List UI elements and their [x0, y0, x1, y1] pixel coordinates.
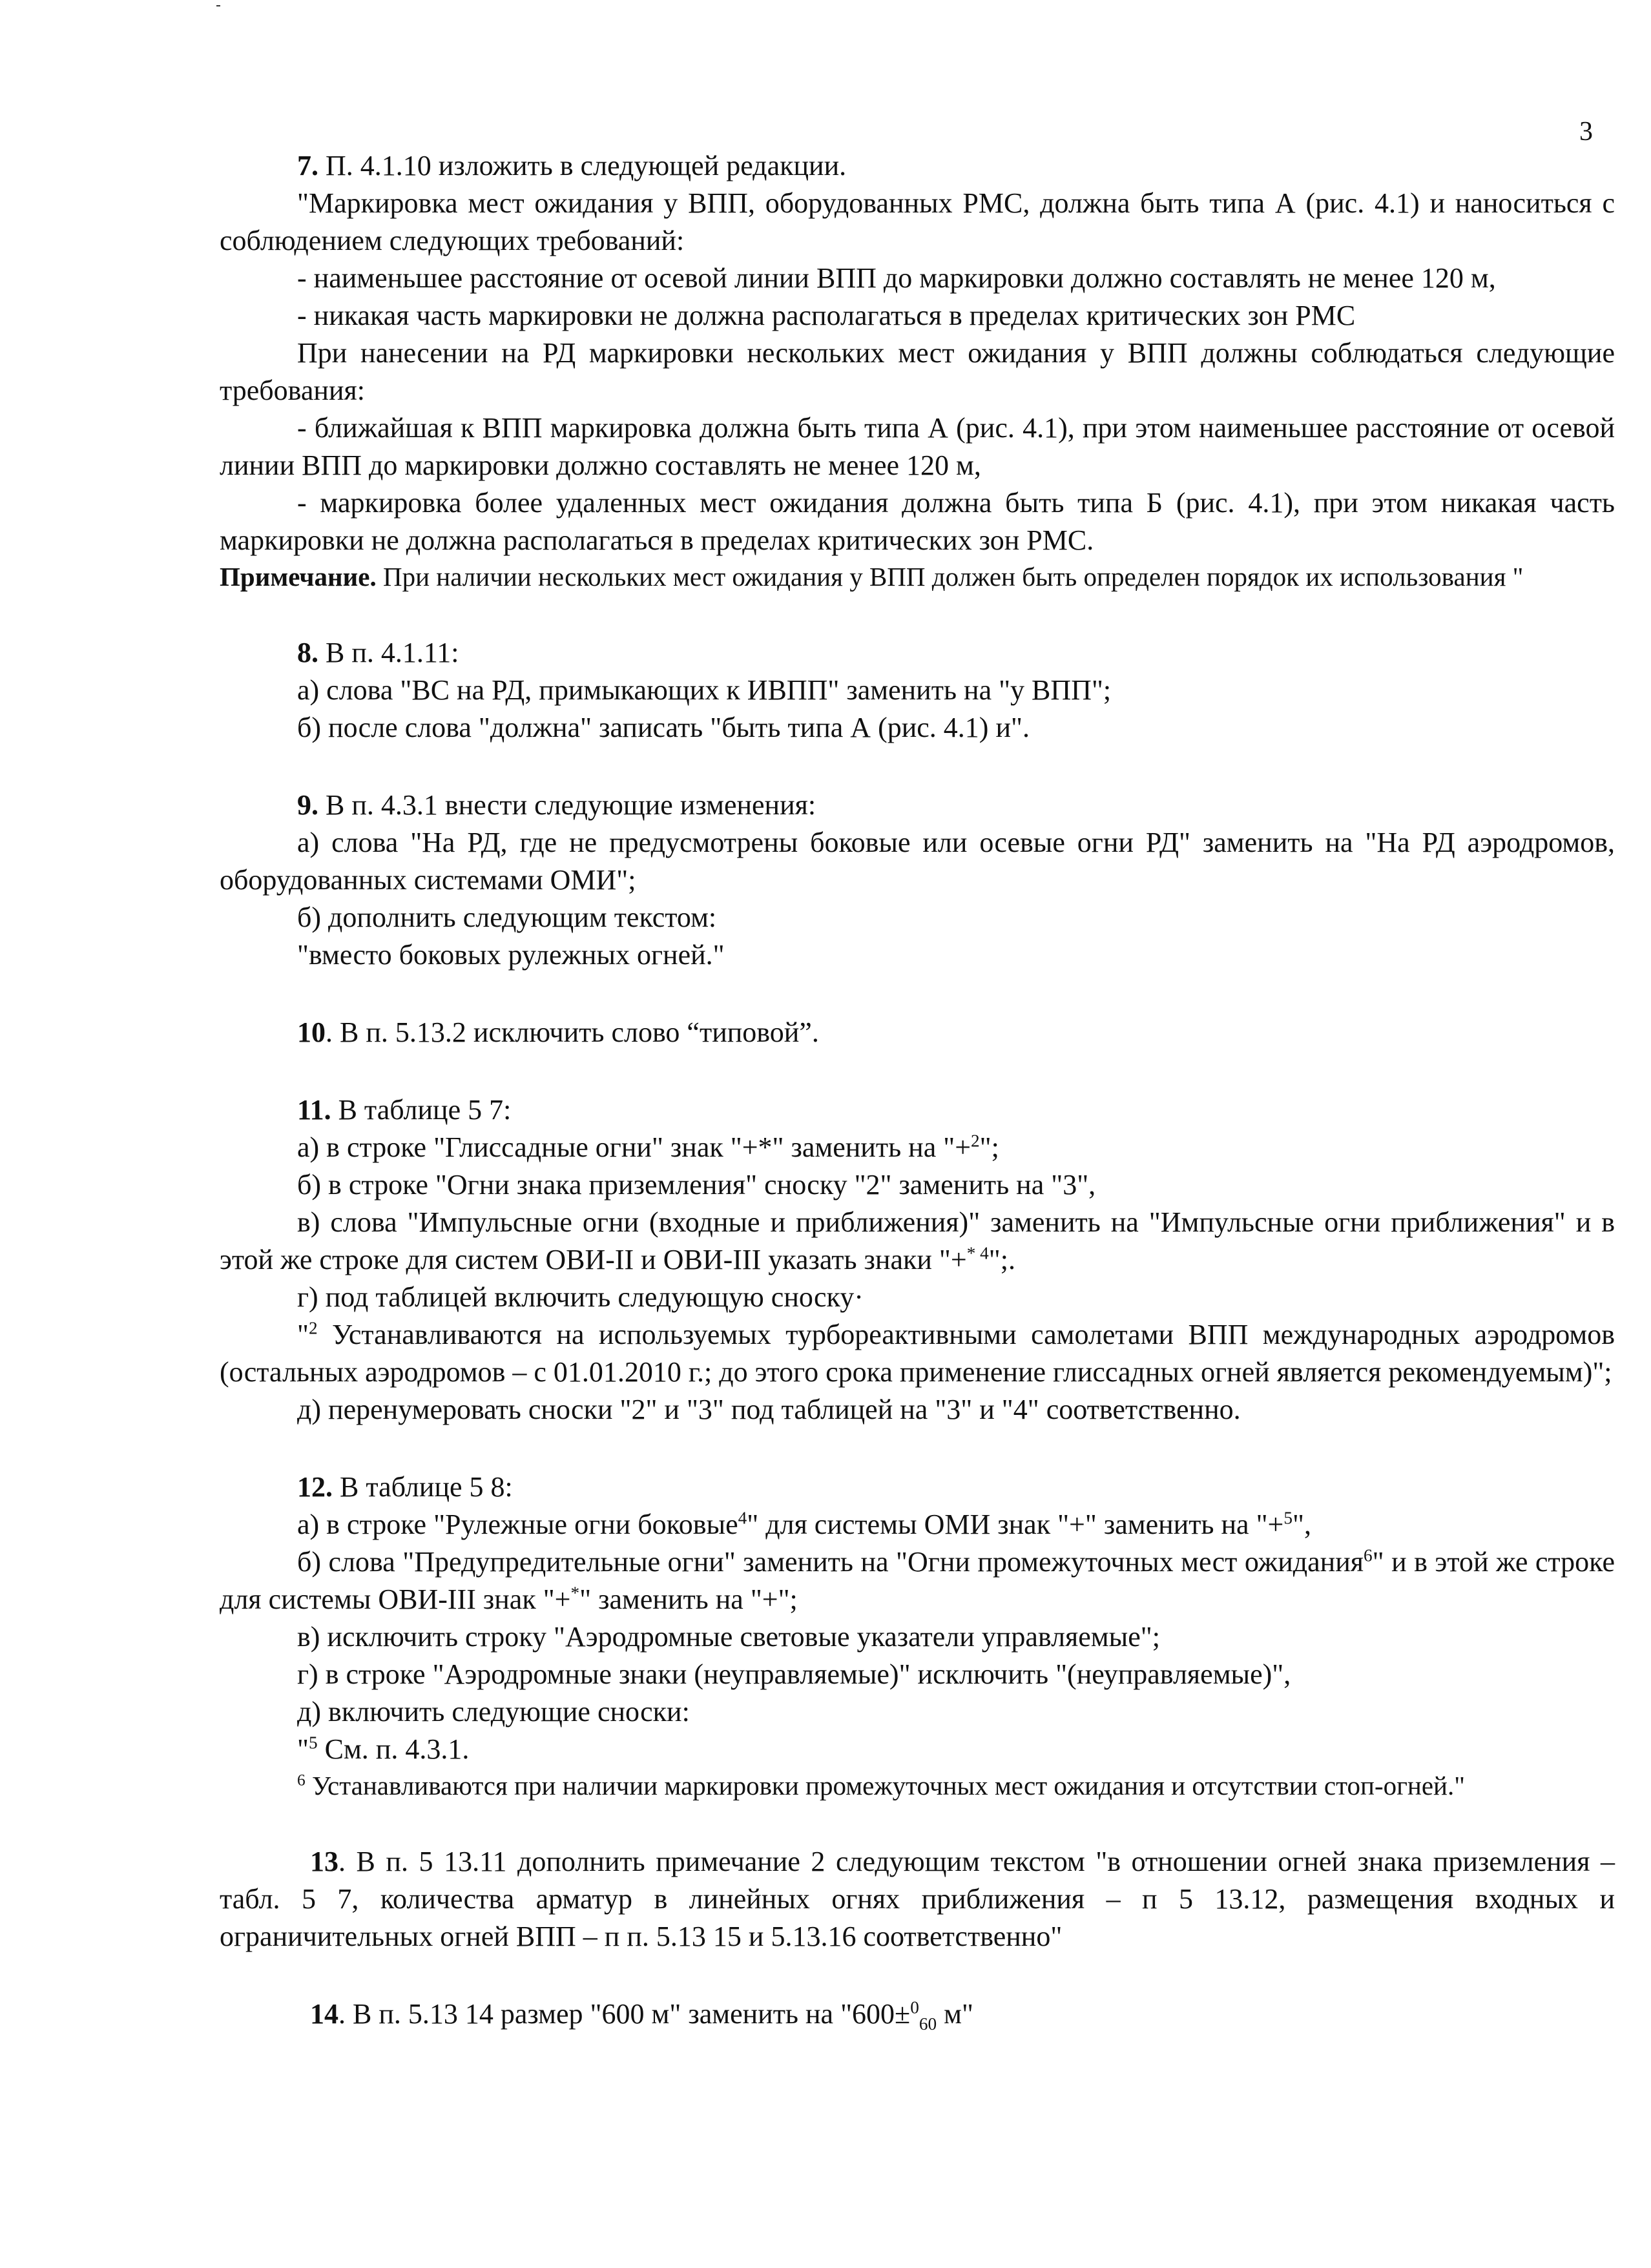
item-9-heading: 9. В п. 4.3.1 внести следующие изменения:	[297, 789, 816, 821]
item-7-heading: 7. П. 4.1.10 изложить в следующей редакции.	[297, 150, 847, 181]
item-11	[220, 1091, 1615, 1428]
item-9-sub-b: б) дополнить следующим текстом:	[297, 902, 717, 933]
spacer	[220, 1051, 1615, 1091]
item-7-paragraph: При нанесении на РД маркировки нескольких мест ожидания у ВПП должны соблюдаться следующие требования:	[220, 337, 1615, 406]
item-7-paragraph: - наименьшее расстояние от осевой линии ВПП до маркировки должно составлять не менее 120 м,	[297, 262, 1496, 294]
item-8-sub-a: а) слова "ВС на РД, примыкающих к ИВПП" заменить на "у ВПП";	[297, 674, 1112, 706]
item-11-sub-d: г) под таблицей включить следующую сноску·	[297, 1281, 864, 1313]
item-13-text: 13. В п. 5 13.11 дополнить примечание 2 следующим текстом "в отношении огней знака приземления – табл. 5 7, количества арматур в линейных огнях приближения – п 5 13.12, размещения входных и ограничительных огней ВПП – п п. 5.13 15 и 5.13.16 соответственно"	[220, 1846, 1615, 1952]
item-12-heading: 12. В таблице 5 8:	[297, 1471, 513, 1503]
item-12-footnote-6: $^6$ Устанавливаются при наличии маркировки промежуточных мест ожидания и отсутствии стоп-огней."	[297, 1771, 1465, 1800]
spacer	[220, 594, 1615, 634]
scan-mark	[216, 5, 220, 6]
item-9-sub-c: "вместо боковых рулежных огней."	[297, 939, 725, 971]
page-number: 3	[1579, 117, 1593, 147]
item-14-text: 14. В п. 5.13 14 размер "600 м" заменить на "600±$^0_{60}$ м"	[310, 1997, 973, 2034]
item-8-sub-b: б) после слова "должна" записать "быть типа А (рис. 4.1) и".	[297, 712, 1030, 743]
item-13	[220, 1843, 1615, 1955]
item-14	[220, 1995, 1615, 2033]
item-11-heading: 11. В таблице 5 7:	[297, 1094, 512, 1126]
document-body	[220, 147, 1615, 2033]
item-9-sub-a: а) слова "На РД, где не предусмотрены боковые или осевые огни РД" заменить на "На РД аэродромов, оборудованных системами ОМИ";	[220, 827, 1615, 896]
item-8	[220, 634, 1615, 747]
item-12-sub-a: а) в строке "Рулежные огни боковые$^4$" для системы ОМИ знак "+" заменить на "+$^5$",	[297, 1508, 1311, 1540]
item-7-paragraph: - никакая часть маркировки не должна располагаться в пределах критических зон РМС	[297, 300, 1356, 331]
spacer	[220, 1428, 1615, 1469]
item-8-heading: 8. В п. 4.1.11:	[297, 637, 459, 668]
item-7-paragraph: - маркировка более удаленных мест ожидания должна быть типа Б (рис. 4.1), при этом никакая часть маркировки не должна располагаться в пределах критических зон РМС.	[220, 487, 1615, 556]
item-7-note: Примечание. При наличии нескольких мест ожидания у ВПП должен быть определен порядок их использования "	[220, 562, 1524, 592]
item-12-sub-c: в) исключить строку "Аэродромные световые указатели управляемые";	[297, 1621, 1160, 1653]
item-10	[220, 1014, 1615, 1051]
item-11-sub-c: в) слова "Импульсные огни (входные и приближения)" заменить на "Импульсные огни приближения" и в этой же строке для систем ОВИ-II и ОВИ-III указать знаки "+$^{* 4}$";.	[220, 1206, 1615, 1275]
item-11-sub-e: д) перенумеровать сноски "2" и "3" под таблицей на "3" и "4" соответственно.	[297, 1394, 1241, 1425]
spacer	[220, 974, 1615, 1014]
item-11-sub-a: а) в строке "Глиссадные огни" знак "+*" заменить на "+$^2$";	[297, 1131, 999, 1163]
item-12-sub-b: б) слова "Предупредительные огни" заменить на "Огни промежуточных мест ожидания$^6$" и в этой же строке для системы ОВИ-III знак "+*" заменить на "+";	[220, 1545, 1615, 1615]
item-7-paragraph: - ближайшая к ВПП маркировка должна быть типа А (рис. 4.1), при этом наименьшее расстояние от осевой линии ВПП до маркировки должно составлять не менее 120 м,	[220, 412, 1615, 481]
item-12-sub-e: д) включить следующие сноски:	[297, 1696, 690, 1727]
item-12-sub-d: г) в строке "Аэродромные знаки (неуправляемые)" исключить "(неуправляемые)",	[297, 1658, 1291, 1690]
item-9	[220, 787, 1615, 974]
spacer	[220, 1803, 1615, 1843]
item-7	[220, 147, 1615, 594]
spacer	[220, 1955, 1615, 1995]
item-12	[220, 1469, 1615, 1803]
item-11-footnote: "$^2$ Устанавливаются на используемых турбореактивными самолетами ВПП международных аэродромов (остальных аэродромов – с 01.01.2010 г.; до этого срока применение глиссадных огней является рекомендуемым)";	[220, 1318, 1615, 1388]
spacer	[220, 747, 1615, 787]
item-12-footnote-5: "$^5$ См. п. 4.3.1.	[297, 1733, 470, 1765]
item-7-paragraph: "Маркировка мест ожидания у ВПП, оборудованных РМС, должна быть типа А (рис. 4.1) и наноситься с соблюдением следующих требований:	[220, 187, 1615, 256]
item-11-sub-b: б) в строке "Огни знака приземления" сноску "2" заменить на "3",	[297, 1169, 1096, 1201]
item-10-heading: 10. В п. 5.13.2 исключить слово “типовой”.	[297, 1016, 819, 1048]
